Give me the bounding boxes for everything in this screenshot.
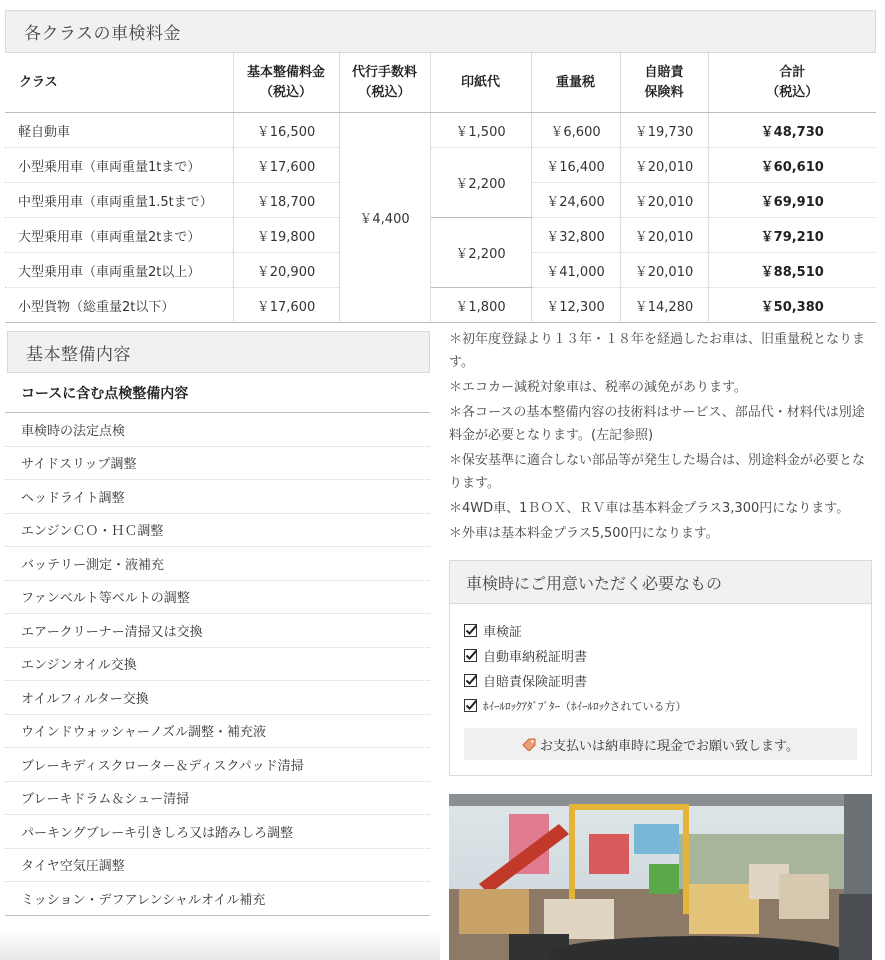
kids-space-photo (449, 794, 872, 960)
list-item-text: タイヤ空気圧調整 (21, 859, 125, 875)
row-insurance: ￥14,280 (620, 288, 708, 323)
note: ＊各コースの基本整備内容の技術料はサービス、部品代・材料代は別途料金が必要となります。(左記参照) (449, 405, 865, 443)
needs-title-text: 車検時にご用意いただく必要なもの (466, 573, 723, 593)
row-basic: ￥16,500 (233, 113, 339, 148)
row-class: 軽自動車 (5, 113, 233, 148)
header-basic-line2: （税込） (259, 84, 312, 100)
list-item-text: エアークリーナー清掃又は交換 (21, 624, 203, 640)
note: ＊エコカー減税対象車は、税率の減免があります。 (449, 380, 747, 395)
checkbox-checked-icon (464, 699, 477, 712)
tag-icon (522, 738, 537, 751)
needs-item (464, 668, 871, 693)
stamp-fee: ￥1,500 (430, 113, 531, 148)
list-item-text: ヘッドライト調整 (21, 490, 125, 506)
price-row (5, 218, 876, 253)
row-weight-tax: ￥32,800 (531, 218, 620, 253)
checkbox-checked-icon (464, 649, 477, 662)
row-basic: ￥18,700 (233, 183, 339, 218)
price-section-title (5, 10, 876, 53)
list-item-text: ファンベルト等ベルトの調整 (21, 591, 190, 607)
header-basic-line1: 基本整備料金 (246, 64, 325, 80)
header-total-line1: 合計 (779, 64, 806, 80)
row-basic: ￥17,600 (233, 288, 339, 323)
list-item (5, 715, 430, 749)
header-agency-line2: （税込） (358, 84, 411, 100)
list-item (5, 581, 430, 615)
header-insurance (620, 53, 708, 113)
row-weight-tax: ￥12,300 (531, 288, 620, 323)
header-basic (233, 53, 339, 113)
header-agency (339, 53, 430, 113)
payment-note-text: お支払いは納車時に現金でお願い致します。 (540, 738, 799, 754)
row-class: 中型乗用車（車両重量1.5tまで） (5, 183, 233, 218)
row-total: ￥69,910 (708, 183, 876, 218)
needs-list (450, 604, 871, 718)
list-item-text: オイルフィルター交換 (21, 691, 149, 707)
price-table-header (5, 53, 876, 113)
row-class: 大型乗用車（車両重量2tまで） (5, 218, 233, 253)
header-insurance-line2: 保険料 (644, 84, 684, 100)
note: ＊外車は基本料金プラス5,500円になります。 (449, 526, 719, 541)
list-item-text: バッテリー測定・液補充 (21, 557, 165, 573)
row-insurance: ￥20,010 (620, 183, 708, 218)
list-item-text: ブレーキディスクローター＆ディスクパッド清掃 (21, 758, 304, 774)
list-item (5, 480, 430, 514)
row-total: ￥50,380 (708, 288, 876, 323)
price-table (5, 53, 876, 323)
list-item-text: 車検時の法定点検 (21, 423, 126, 439)
maintenance-list (5, 413, 430, 916)
list-item-text: エンジンオイル交換 (21, 658, 137, 674)
note: ＊保安基準に適合しない部品等が発生した場合は、別途料金が必要となります。 (449, 453, 866, 491)
list-item (5, 648, 430, 682)
stamp-fee: ￥2,200 (430, 218, 531, 288)
list-item (5, 447, 430, 481)
stamp-fee: ￥1,800 (430, 288, 531, 323)
needs-item (464, 693, 871, 718)
row-class: 小型乗用車（車両重量1tまで） (5, 148, 233, 183)
row-total: ￥48,730 (708, 113, 876, 148)
needs-item (464, 643, 871, 668)
price-row (5, 148, 876, 183)
list-item (5, 413, 430, 447)
list-item-text: ブレーキドラム＆シュー清掃 (21, 792, 190, 808)
row-weight-tax: ￥41,000 (531, 253, 620, 288)
kids-space-photo-image (449, 794, 872, 960)
row-class: 小型貨物（総重量2t以下） (5, 288, 233, 323)
maintenance-subtitle (5, 373, 430, 413)
maintenance-subtitle-text: コースに含む点検整備内容 (21, 385, 189, 402)
header-insurance-line1: 自賠責 (644, 64, 684, 80)
row-basic: ￥17,600 (233, 148, 339, 183)
needs-item-text: 車検証 (483, 625, 523, 640)
row-total: ￥79,210 (708, 218, 876, 253)
list-item (5, 882, 430, 916)
notes (449, 328, 875, 547)
row-basic: ￥20,900 (233, 253, 339, 288)
list-item-text: パーキングブレーキ引きしろ又は踏みしろ調整 (21, 825, 294, 841)
list-item-text: ミッション・デフアレンシャルオイル補充 (21, 892, 266, 908)
needs-item-text: 自動車納税証明書 (483, 650, 588, 665)
row-total: ￥60,610 (708, 148, 876, 183)
row-total: ￥88,510 (708, 253, 876, 288)
list-item (5, 849, 430, 883)
note: ＊初年度登録より１３年・１８年を経過したお車は、旧重量税となります。 (449, 332, 866, 370)
maintenance-section-title (7, 331, 430, 373)
needs-item-text: 自賠責保険証明書 (483, 675, 588, 690)
row-insurance: ￥20,010 (620, 253, 708, 288)
row-weight-tax: ￥6,600 (531, 113, 620, 148)
list-item (5, 782, 430, 816)
list-item (5, 681, 430, 715)
header-total-line2: （税込） (766, 84, 819, 100)
header-class: クラス (5, 53, 233, 113)
header-weight-tax: 重量税 (531, 53, 620, 113)
list-item-text: エンジンＣＯ・ＨＣ調整 (21, 524, 164, 540)
list-item-text: サイドスリップ調整 (21, 457, 137, 473)
list-item (5, 815, 430, 849)
row-insurance: ￥20,010 (620, 218, 708, 253)
header-total (708, 53, 876, 113)
stamp-fee: ￥2,200 (430, 148, 531, 218)
payment-note (464, 728, 857, 760)
needs-item-text: ﾎｲｰﾙﾛｯｸｱﾀﾞﾌﾟﾀｰ（ﾎｲｰﾙﾛｯｸされている方） (483, 699, 687, 713)
needs-item (464, 618, 871, 643)
row-insurance: ￥20,010 (620, 148, 708, 183)
row-class: 大型乗用車（車両重量2t以上） (5, 253, 233, 288)
bottom-fade (0, 930, 440, 960)
note: ＊4WD車、1ＢＯＸ、ＲＶ車は基本料金プラス3,300円になります。 (449, 501, 850, 516)
row-insurance: ￥19,730 (620, 113, 708, 148)
row-weight-tax: ￥24,600 (531, 183, 620, 218)
price-section-title-text: 各クラスの車検料金 (24, 24, 181, 44)
list-item (5, 547, 430, 581)
list-item-text: ウインドウォッシャーノズル調整・補充液 (21, 725, 267, 741)
price-row (5, 288, 876, 323)
price-row (5, 113, 876, 148)
row-basic: ￥19,800 (233, 218, 339, 253)
agency-fee: ￥4,400 (339, 113, 430, 323)
list-item (5, 514, 430, 548)
row-weight-tax: ￥16,400 (531, 148, 620, 183)
checkbox-checked-icon (464, 624, 477, 637)
maintenance-title-text: 基本整備内容 (26, 344, 131, 365)
header-agency-line1: 代行手数料 (351, 64, 417, 80)
list-item (5, 614, 430, 648)
needs-box (449, 560, 872, 776)
checkbox-checked-icon (464, 674, 477, 687)
needs-title (450, 561, 871, 604)
header-stamp: 印紙代 (430, 53, 531, 113)
list-item (5, 748, 430, 782)
